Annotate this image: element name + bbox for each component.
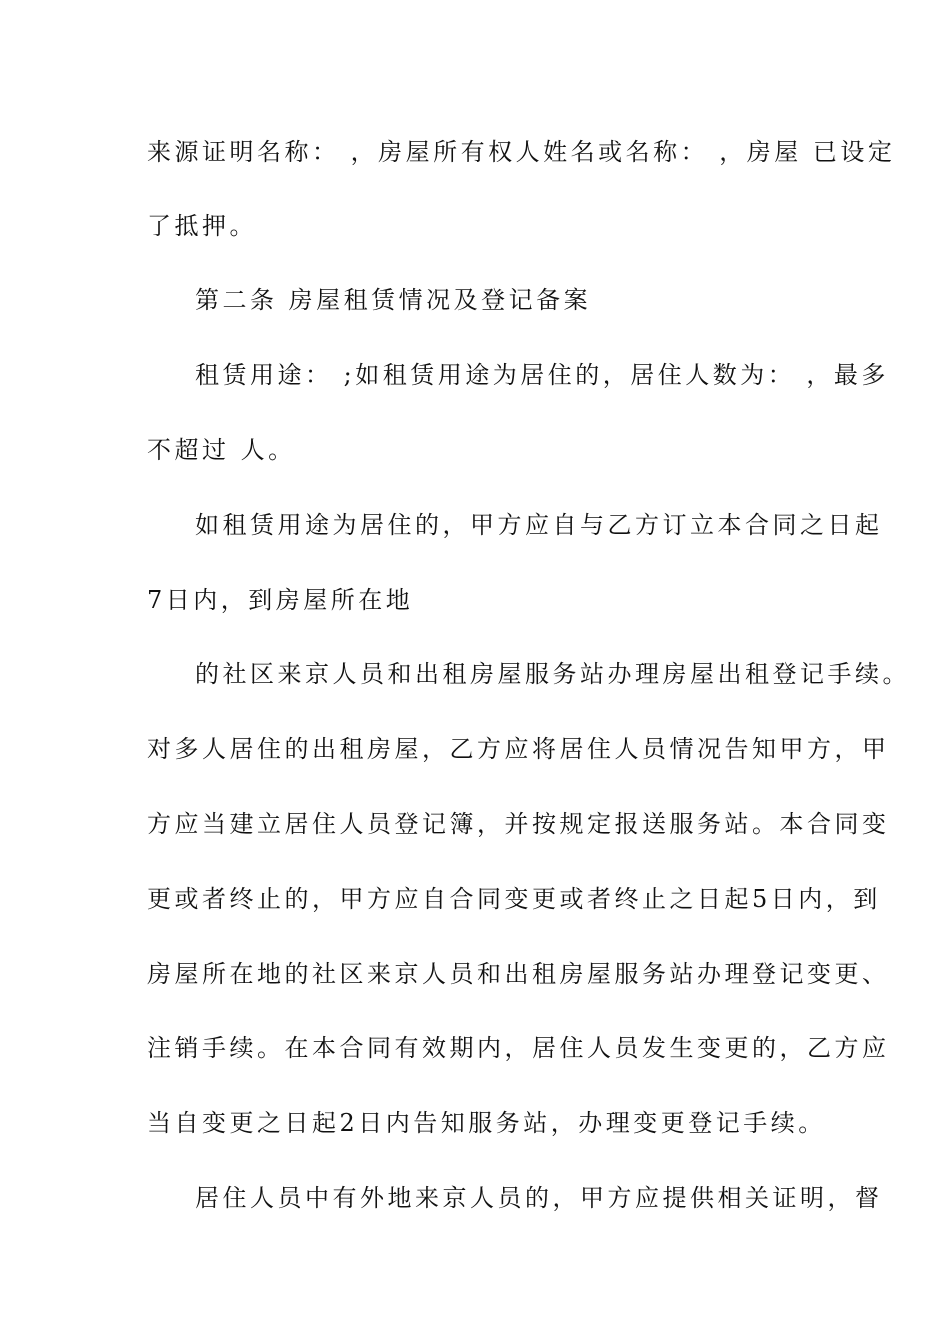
text-line: 居住人员中有外地来京人员的，甲方应提供相关证明，督 [195, 1184, 883, 1212]
text-line: 方应当建立居住人员登记簿，并按规定报送服务站。本合同变 [147, 810, 890, 838]
text-line: 更或者终止的，甲方应自合同变更或者终止之日起5日内，到 [147, 885, 881, 913]
text-line: 7日内，到房屋所在地 [147, 586, 414, 614]
text-line: 如租赁用途为居住的，甲方应自与乙方订立本合同之日起 [195, 511, 883, 539]
text-line: 当自变更之日起2日内告知服务站，办理变更登记手续。 [147, 1109, 826, 1137]
text-line: 房屋所在地的社区来京人员和出租房屋服务站办理登记变更、 [147, 960, 890, 988]
text-line: 对多人居住的出租房屋，乙方应将居住人员情况告知甲方，甲 [147, 735, 890, 763]
text-line: 租赁用途： ;如租赁用途为居住的，居住人数为： ，最多 [195, 361, 889, 389]
text-line: 来源证明名称： ，房屋所有权人姓名或名称： ，房屋 已设定 [147, 138, 896, 166]
text-line: 不超过 人。 [147, 436, 296, 464]
text-line: 的社区来京人员和出租房屋服务站办理房屋出租登记手续。 [195, 660, 910, 688]
text-line: 了抵押。 [147, 212, 257, 240]
text-line: 注销手续。在本合同有效期内，居住人员发生变更的，乙方应 [147, 1034, 890, 1062]
section-heading: 第二条 房屋租赁情况及登记备案 [195, 286, 592, 314]
